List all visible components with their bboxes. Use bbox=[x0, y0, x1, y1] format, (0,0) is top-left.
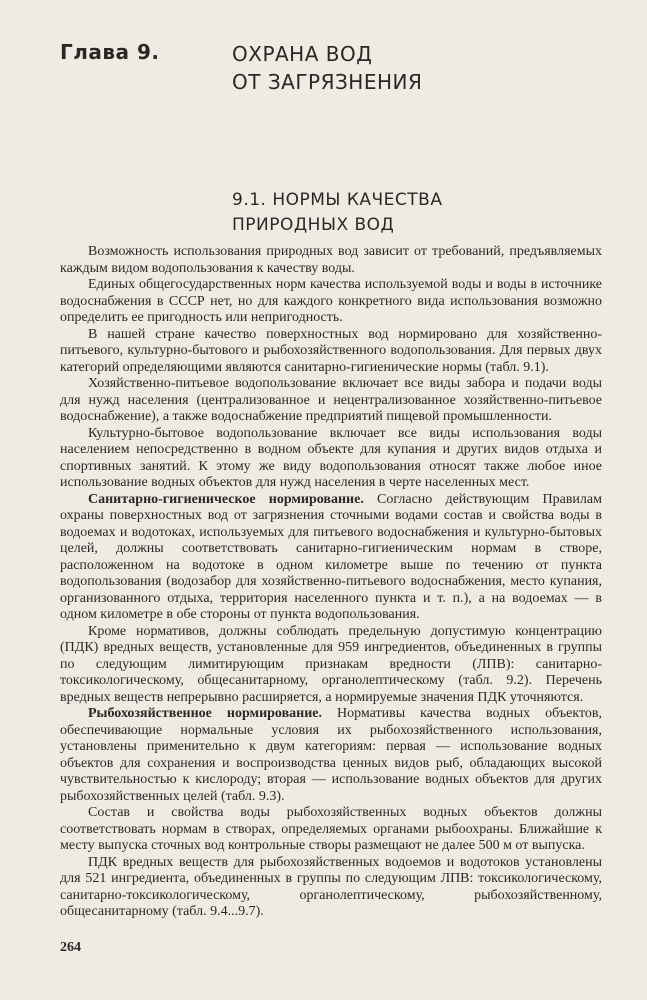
paragraph bbox=[60, 855, 602, 921]
paragraph bbox=[60, 277, 602, 327]
section-title-line: ПРИРОДНЫХ ВОД bbox=[232, 215, 395, 235]
chapter-label: Глава 9. bbox=[60, 40, 160, 64]
paragraph bbox=[60, 244, 602, 277]
chapter-title bbox=[232, 40, 422, 96]
paragraph-text: Культурно-бытовое водопользование включает все виды использования воды населением непосредственно в водном объекте для купания и других видов отдыха и спортивных занятий. К этому же виду водопользования относят также любое иное использование водных объектов для нужд населения в черте населенных мест. bbox=[60, 425, 602, 490]
chapter-title-line: ОХРАНА ВОД bbox=[232, 42, 373, 66]
paragraph bbox=[60, 426, 602, 492]
paragraph bbox=[60, 492, 602, 624]
paragraph-text: Кроме нормативов, должны соблюдать предельную допустимую концентрацию (ПДК) вредных веществ, установленные для 959 ингредиентов, объединенных в группы по следующим лимитирующим признакам вредности (ЛПВ): санитарно-токсикологическому, общесанитарному, органолептическому (табл. 9.2). Перечень вредных веществ непрерывно расширяется, а нормируемые значения ПДК уточняются. bbox=[60, 623, 602, 705]
paragraph-lead: Рыбохозяйственное нормирование. bbox=[88, 706, 322, 721]
paragraph bbox=[60, 624, 602, 707]
section-title-line: 9.1. НОРМЫ КАЧЕСТВА bbox=[232, 190, 443, 210]
chapter-title-line: ОТ ЗАГРЯЗНЕНИЯ bbox=[232, 70, 423, 94]
section-title bbox=[232, 188, 442, 238]
paragraph bbox=[60, 376, 602, 426]
paragraph-text: Хозяйственно-питьевое водопользование включает все виды забора и подачи воды для нужд населения (централизованное и нецентрализованное хозяйственно-питьевое водоснабжение), а также водоснабжение предприятий пищевой промышленности. bbox=[60, 376, 602, 424]
paragraph-text: Единых общегосударственных норм качества используемой воды и воды в источнике водоснабжения в СССР нет, но для каждого конкретного вида использования возможно определить ее пригодность или непригодность. bbox=[60, 277, 602, 325]
paragraph bbox=[60, 706, 602, 805]
paragraph-lead: Санитарно-гигиеническое нормирование. bbox=[88, 491, 364, 507]
paragraph-text: Нормативы качества водных объектов, обеспечивающие нормальные условия их рыбохозяйственного использования, установлены применительно к двум категориям: первая — использование водных объектов для сохранения и воспроизводства ценных видов рыб, обладающих высокой чувствительностью к кислороду; вторая — использование водных объектов для других рыбохозяйственных целей (табл. 9.3). bbox=[60, 706, 603, 804]
paragraph bbox=[60, 327, 602, 377]
paragraph-text: В нашей стране качество поверхностных вод нормировано для хозяйственно-питьевого, культурно-бытового и рыбохозяйственного водопользования. Для первых двух категорий определяющими являются санитарно-гигиенические нормы (табл. 9.1). bbox=[60, 326, 602, 375]
paragraph-text: Состав и свойства воды рыбохозяйственных водных объектов должны соответствовать нормам в створах, определяемых органами рыбоохраны. Ближайшие к месту выпуска сточных вод контрольные створы размещают не далее 500 м от выпуска. bbox=[60, 805, 602, 853]
paragraph bbox=[60, 805, 602, 855]
page-number: 264 bbox=[60, 940, 81, 955]
body-text bbox=[60, 244, 602, 921]
paragraph-text: Согласно действующим Правилам охраны поверхностных вод от загрязнения сточными водами состав и свойства воды в водоемах и водотоках, используемых для питьевого водоснабжения и культурно-бытовых целей, должны соответствовать санитарно-гигиеническим нормам в створе, расположенном на водотоке в одном километре выше по течению от пункта водопользования (водозабор для хозяйственно-питьевого водоснабжения, место купания, организованного отдыха, территория населенного пункта и т. п.), а на водоемах — в одном километре в обе стороны от пункта водопользования. bbox=[60, 491, 602, 622]
paragraph-text: ПДК вредных веществ для рыбохозяйственных водоемов и водотоков установлены для 521 ингредиента, объединенных в группы по следующим ЛПВ: токсикологическому, санитарно-токсикологическому, органолептическому, рыбохозяйственному, общесанитарному (табл. 9.4...9.7). bbox=[60, 854, 602, 919]
paragraph-text: Возможность использования природных вод зависит от требований, предъявляемых каждым видом водопользования к качеству воды. bbox=[60, 244, 602, 276]
